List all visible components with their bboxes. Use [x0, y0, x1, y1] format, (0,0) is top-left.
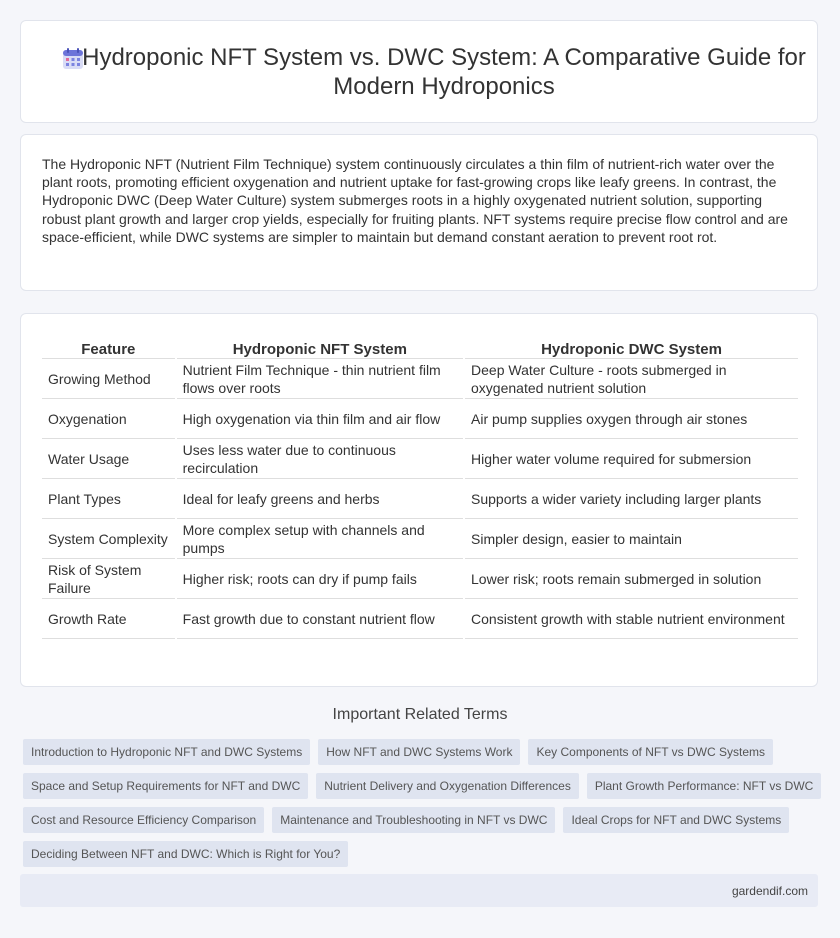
- related-term-tag[interactable]: Introduction to Hydroponic NFT and DWC Systems: [23, 739, 310, 765]
- related-term-tag[interactable]: Cost and Resource Efficiency Comparison: [23, 807, 264, 833]
- footer: [20, 874, 818, 907]
- dwc-cell: Simpler design, easier to maintain: [464, 519, 798, 559]
- dwc-cell: Deep Water Culture - roots submerged in oxygenated nutrient solution: [464, 359, 798, 399]
- table-row: [42, 519, 798, 559]
- related-terms-list: [23, 739, 823, 867]
- related-term-tag[interactable]: Ideal Crops for NFT and DWC Systems: [563, 807, 789, 833]
- related-term-tag[interactable]: Maintenance and Troubleshooting in NFT vs DWC: [272, 807, 555, 833]
- feature-cell: Plant Types: [42, 479, 176, 519]
- feature-cell: System Complexity: [42, 519, 176, 559]
- header-dwc: Hydroponic DWC System: [464, 334, 798, 359]
- nft-cell: High oxygenation via thin film and air flow: [176, 399, 464, 439]
- dwc-cell: Supports a wider variety including larger plants: [464, 479, 798, 519]
- dwc-cell: Air pump supplies oxygen through air stones: [464, 399, 798, 439]
- related-term-tag[interactable]: Nutrient Delivery and Oxygenation Differences: [316, 773, 579, 799]
- header-feature: Feature: [42, 334, 176, 359]
- table-row: [42, 479, 798, 519]
- related-term-tag[interactable]: Deciding Between NFT and DWC: Which is Right for You?: [23, 841, 348, 867]
- nft-cell: Nutrient Film Technique - thin nutrient film flows over roots: [176, 359, 464, 399]
- related-term-tag[interactable]: Space and Setup Requirements for NFT and DWC: [23, 773, 308, 799]
- feature-cell: Water Usage: [42, 439, 176, 479]
- related-term-tag[interactable]: Plant Growth Performance: NFT vs DWC: [587, 773, 822, 799]
- feature-cell: Growing Method: [42, 359, 176, 399]
- related-term-tag[interactable]: How NFT and DWC Systems Work: [318, 739, 520, 765]
- header-nft: Hydroponic NFT System: [176, 334, 464, 359]
- intro-paragraph: The Hydroponic NFT (Nutrient Film Technique) system continuously circulates a thin film of nutrient-rich water over the plant roots, promoting efficient oxygenation and nutrient uptake for fast-growing crops like leafy greens. In contrast, the Hydroponic DWC (Deep Water Culture) system submerges roots in a highly oxygenated nutrient solution, supporting robust plant growth and larger crop yields, especially for fruiting plants. NFT systems require precise flow control and are space-efficient, while DWC systems are simpler to maintain but demand constant aeration to prevent root rot.: [42, 156, 788, 245]
- nft-cell: Fast growth due to constant nutrient flow: [176, 599, 464, 639]
- dwc-cell: Consistent growth with stable nutrient environment: [464, 599, 798, 639]
- table-row: [42, 439, 798, 479]
- feature-cell: Growth Rate: [42, 599, 176, 639]
- table-row: [42, 599, 798, 639]
- feature-cell: Risk of System Failure: [42, 559, 176, 599]
- site-name[interactable]: gardendif.com: [731, 884, 808, 898]
- table-row: [42, 359, 798, 399]
- table-header-row: [42, 334, 798, 359]
- nft-cell: Uses less water due to continuous recirculation: [176, 439, 464, 479]
- related-terms-heading: Important Related Terms: [332, 706, 508, 723]
- header-card: [20, 20, 818, 123]
- feature-cell: Oxygenation: [42, 399, 176, 439]
- page-title: Hydroponic NFT System vs. DWC System: A Comparative Guide for Modern Hydroponics: [82, 44, 806, 100]
- comparison-table: [42, 334, 798, 639]
- nft-cell: Ideal for leafy greens and herbs: [176, 479, 464, 519]
- table-row: [42, 559, 798, 599]
- dwc-cell: Lower risk; roots remain submerged in solution: [464, 559, 798, 599]
- comparison-table-card: [20, 313, 818, 687]
- related-term-tag[interactable]: Key Components of NFT vs DWC Systems: [528, 739, 773, 765]
- intro-card: [20, 134, 818, 291]
- nft-cell: More complex setup with channels and pumps: [176, 519, 464, 559]
- nft-cell: Higher risk; roots can dry if pump fails: [176, 559, 464, 599]
- table-row: [42, 399, 798, 439]
- dwc-cell: Higher water volume required for submersion: [464, 439, 798, 479]
